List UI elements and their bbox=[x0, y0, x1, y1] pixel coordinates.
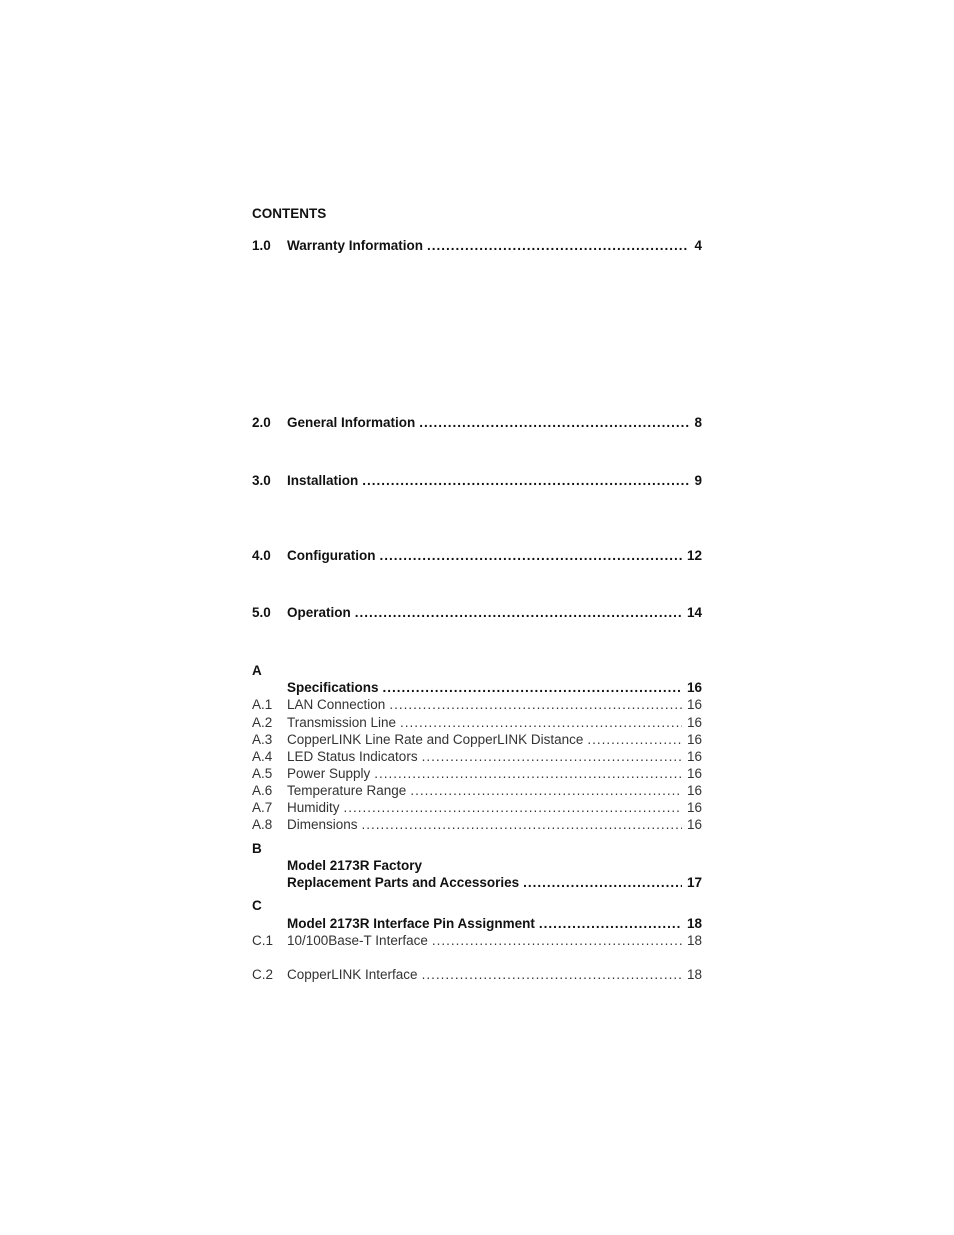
dot-leader bbox=[400, 714, 682, 732]
subsection-title: CopperLINK Interface bbox=[287, 967, 418, 982]
section-title: Operation bbox=[287, 605, 351, 620]
dot-leader bbox=[374, 765, 682, 783]
toc-subentry[interactable] bbox=[252, 714, 702, 732]
page-number: 18 bbox=[686, 916, 702, 931]
subsection-title: Dimensions bbox=[287, 817, 358, 832]
dot-leader bbox=[379, 547, 681, 565]
toc-subentry[interactable] bbox=[252, 816, 702, 834]
page-number: 16 bbox=[686, 749, 702, 764]
subsection-title: LED Status Indicators bbox=[287, 749, 418, 764]
subsection-title: Transmission Line bbox=[287, 715, 397, 730]
dot-leader bbox=[432, 932, 682, 950]
page-number: 14 bbox=[686, 605, 702, 620]
page-number: 16 bbox=[686, 732, 702, 747]
toc-subentry[interactable] bbox=[252, 731, 702, 749]
appendix-letter: A bbox=[252, 663, 262, 678]
subsection-number: A.8 bbox=[252, 817, 273, 832]
subsection-number: A.5 bbox=[252, 766, 273, 781]
subsection-number: C.1 bbox=[252, 933, 274, 948]
page-number: 16 bbox=[686, 783, 702, 798]
dot-leader bbox=[383, 679, 682, 697]
toc-entry[interactable] bbox=[252, 604, 702, 622]
page-number: 18 bbox=[686, 933, 702, 948]
toc-subentry[interactable] bbox=[252, 748, 702, 766]
subsection-number: A.4 bbox=[252, 749, 273, 764]
toc-subentry[interactable] bbox=[252, 782, 702, 800]
toc-entry[interactable] bbox=[252, 414, 702, 432]
dot-leader bbox=[587, 731, 682, 749]
page-number: 16 bbox=[686, 766, 702, 781]
subsection-title: Power Supply bbox=[287, 766, 371, 781]
dot-leader bbox=[427, 237, 689, 255]
page-number: 12 bbox=[686, 548, 702, 563]
page-number: 16 bbox=[686, 800, 702, 815]
toc-entry[interactable] bbox=[252, 237, 702, 255]
subsection-title: Temperature Range bbox=[287, 783, 407, 798]
dot-leader bbox=[410, 782, 682, 800]
dot-leader bbox=[539, 915, 682, 933]
page-number: 16 bbox=[686, 817, 702, 832]
dot-leader bbox=[362, 472, 689, 490]
subsection-title: CopperLINK Line Rate and CopperLINK Distance bbox=[287, 732, 584, 747]
toc-subentry[interactable] bbox=[252, 966, 702, 984]
dot-leader bbox=[523, 874, 682, 892]
page-number: 16 bbox=[686, 697, 702, 712]
toc-entry[interactable] bbox=[252, 915, 702, 933]
section-number: 1.0 bbox=[252, 238, 271, 253]
dot-leader bbox=[362, 816, 682, 834]
page-number: 4 bbox=[694, 238, 702, 253]
subsection-number: A.7 bbox=[252, 800, 273, 815]
page-number: 17 bbox=[686, 875, 702, 890]
toc-entry[interactable] bbox=[252, 472, 702, 490]
subsection-number: A.3 bbox=[252, 732, 273, 747]
page-number: 16 bbox=[686, 680, 702, 695]
appendix-letter: C bbox=[252, 898, 262, 913]
section-number: 5.0 bbox=[252, 605, 271, 620]
dot-leader bbox=[389, 696, 682, 714]
subsection-number: A.1 bbox=[252, 697, 273, 712]
subsection-number: A.2 bbox=[252, 715, 273, 730]
section-title: Warranty Information bbox=[287, 238, 424, 253]
toc-subentry[interactable] bbox=[252, 765, 702, 783]
toc-entry[interactable] bbox=[252, 679, 702, 697]
subsection-number: A.6 bbox=[252, 783, 273, 798]
dot-leader bbox=[419, 414, 689, 432]
appendix-title: Replacement Parts and Accessories bbox=[287, 875, 520, 890]
dot-leader bbox=[422, 748, 682, 766]
page-number: 18 bbox=[686, 967, 702, 982]
page-number: 8 bbox=[694, 415, 702, 430]
section-number: 4.0 bbox=[252, 548, 271, 563]
toc-subentry[interactable] bbox=[252, 799, 702, 817]
dot-leader bbox=[355, 604, 682, 622]
page-number: 16 bbox=[686, 715, 702, 730]
toc-entry[interactable] bbox=[252, 874, 702, 892]
appendix-title: Specifications bbox=[287, 680, 379, 695]
section-title: Installation bbox=[287, 473, 359, 488]
section-number: 2.0 bbox=[252, 415, 271, 430]
subsection-title: Humidity bbox=[287, 800, 340, 815]
dot-leader bbox=[422, 966, 682, 984]
appendix-letter: B bbox=[252, 841, 262, 856]
toc-subentry[interactable] bbox=[252, 932, 702, 950]
dot-leader bbox=[344, 799, 682, 817]
appendix-title-line: Model 2173R Factory bbox=[287, 858, 423, 873]
section-title: Configuration bbox=[287, 548, 376, 563]
appendix-title: Model 2173R Interface Pin Assignment bbox=[287, 916, 535, 931]
section-title: General Information bbox=[287, 415, 416, 430]
section-number: 3.0 bbox=[252, 473, 271, 488]
page-number: 9 bbox=[694, 473, 702, 488]
subsection-number: C.2 bbox=[252, 967, 274, 982]
contents-heading: CONTENTS bbox=[252, 206, 327, 221]
toc-entry[interactable] bbox=[252, 547, 702, 565]
subsection-title: 10/100Base-T Interface bbox=[287, 933, 428, 948]
subsection-title: LAN Connection bbox=[287, 697, 386, 712]
toc-subentry[interactable] bbox=[252, 696, 702, 714]
